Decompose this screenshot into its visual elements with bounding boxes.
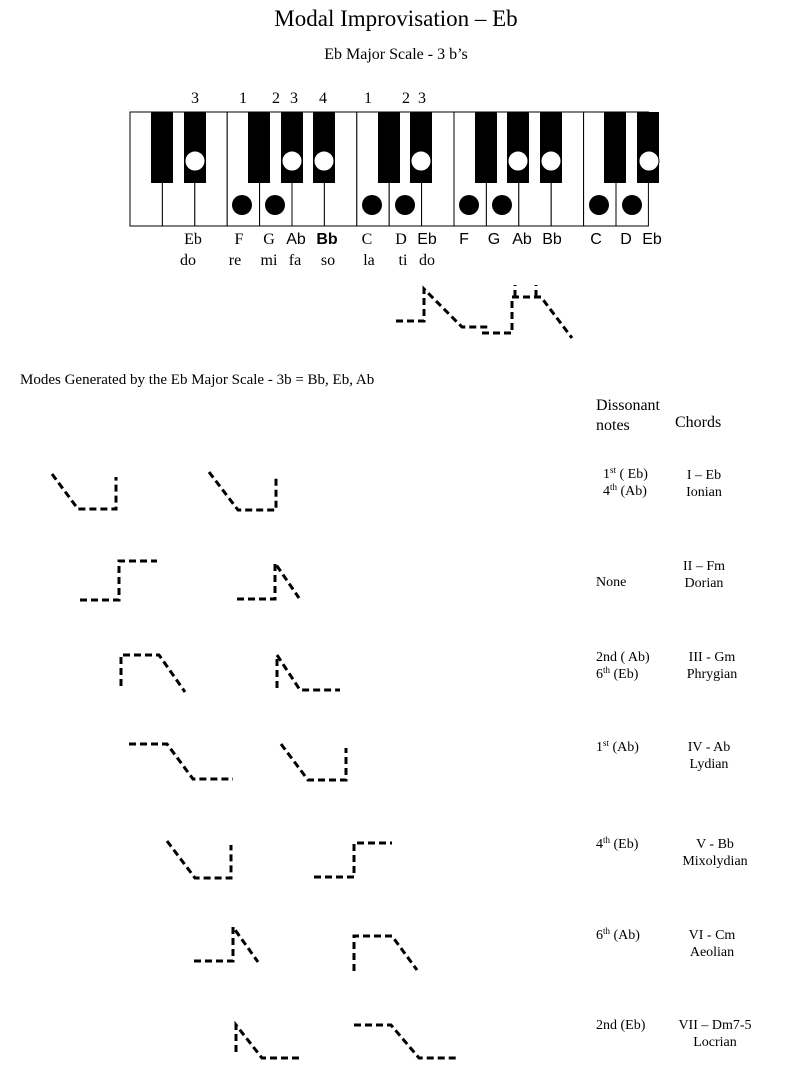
- black-key: [637, 112, 659, 183]
- mode-name: Ionian: [686, 485, 722, 500]
- note-label: F: [459, 231, 469, 248]
- dissonant-notes-lydian: [596, 739, 639, 756]
- scale-note-dot: [541, 151, 561, 171]
- mode-contour-right: [281, 744, 346, 780]
- chord-mixolydian: [660, 836, 770, 870]
- mode-contours: [52, 472, 458, 1058]
- chord-label: IV - Ab: [687, 740, 731, 755]
- scale-note-dot: [639, 151, 659, 171]
- chord-label: III - Gm: [688, 650, 736, 665]
- note-label: C: [590, 231, 602, 248]
- note-label: Eb: [417, 231, 437, 248]
- dissonant-note: 6th (Ab): [596, 926, 640, 943]
- note-label: D: [395, 231, 407, 248]
- dissonant-note: 4th (Ab): [603, 482, 647, 499]
- solfege-label: mi: [260, 252, 278, 269]
- mode-contour-right: [237, 563, 299, 599]
- dissonant-notes-header: Dissonant notes: [596, 397, 660, 434]
- note-label: C: [361, 231, 373, 248]
- note-label: Bb: [316, 231, 338, 248]
- dissonant-note: 6th (Eb): [596, 665, 639, 682]
- mode-name: Phrygian: [686, 667, 738, 682]
- note-label: Bb: [542, 231, 562, 248]
- note-label: Ab: [286, 231, 306, 248]
- dissonant-notes-dorian: [596, 574, 626, 591]
- note-label: G: [263, 231, 275, 248]
- note-label: F: [234, 231, 244, 248]
- finger-number: 2: [402, 90, 410, 107]
- dissonant-note: 4th (Eb): [596, 835, 639, 852]
- black-key: [151, 112, 173, 183]
- scale-note-dot: [622, 195, 642, 215]
- chord-dorian: [649, 558, 759, 592]
- note-label: G: [487, 231, 501, 248]
- black-key: [604, 112, 626, 183]
- scale-note-dot: [282, 151, 302, 171]
- mode-contour-left: [52, 474, 116, 509]
- finger-number: 3: [191, 90, 199, 107]
- solfege-label: do: [419, 252, 435, 269]
- dissonant-notes-aeolian: [596, 927, 640, 944]
- black-key: [507, 112, 529, 183]
- mode-name: Lydian: [689, 757, 729, 772]
- solfege-label: fa: [288, 252, 302, 269]
- chord-aeolian: [657, 927, 767, 961]
- black-key: [281, 112, 303, 183]
- finger-number: 2: [272, 90, 280, 107]
- finger-number: 4: [319, 90, 327, 107]
- black-key: [378, 112, 400, 183]
- dissonant-note: 1st ( Eb): [603, 465, 648, 482]
- mode-name: Mixolydian: [682, 854, 748, 869]
- scale-note-dot: [232, 195, 252, 215]
- finger-number: 1: [364, 90, 372, 107]
- mode-contour-left: [80, 561, 157, 600]
- scale-note-dot: [459, 195, 479, 215]
- solfege-label: re: [228, 252, 242, 269]
- scale-note-dot: [314, 151, 334, 171]
- scale-note-dot: [492, 195, 512, 215]
- dissonant-notes-locrian: [596, 1017, 645, 1034]
- solfege-label: so: [320, 252, 336, 269]
- chord-locrian: [660, 1017, 770, 1051]
- mode-contour-left: [121, 655, 185, 692]
- scale-note-dot: [185, 151, 205, 171]
- note-label: Eb: [184, 231, 202, 248]
- chord-label: V - Bb: [696, 837, 734, 852]
- finger-number: 3: [290, 90, 298, 107]
- mode-name: Dorian: [684, 576, 724, 591]
- chord-label: II – Fm: [683, 559, 725, 574]
- dissonant-note: None: [596, 575, 627, 590]
- mode-contour-left: [236, 1025, 302, 1058]
- dissonant-note: 2nd (Eb): [596, 1018, 646, 1033]
- mode-contour-right: [314, 843, 392, 877]
- mode-contour-right: [277, 655, 340, 690]
- finger-number: 1: [239, 90, 247, 107]
- mode-contour-right: [354, 936, 417, 971]
- black-key: [410, 112, 432, 183]
- finger-number: 3: [418, 90, 426, 107]
- chord-label: I – Eb: [686, 468, 722, 483]
- solfege-label: la: [363, 252, 375, 269]
- note-label: Eb: [642, 231, 662, 248]
- scale-note-dot: [395, 195, 415, 215]
- dissonant-note: 2nd ( Ab): [596, 650, 650, 665]
- black-key: [540, 112, 562, 183]
- mode-name: Locrian: [693, 1035, 737, 1050]
- dissonant-note: 1st (Ab): [596, 738, 639, 755]
- scale-note-dot: [265, 195, 285, 215]
- scale-note-dot: [411, 151, 431, 171]
- scale-note-dot: [589, 195, 609, 215]
- dissonant-notes-phrygian: [596, 649, 650, 683]
- mode-contour-left: [167, 841, 231, 878]
- solfege-label: do: [180, 252, 196, 269]
- chord-label: VI - Cm: [688, 928, 736, 943]
- black-key: [313, 112, 335, 183]
- chord-label: VII – Dm7-5: [678, 1018, 752, 1033]
- note-label: Ab: [512, 231, 532, 248]
- dissonant-notes-ionian: [603, 466, 648, 500]
- mode-contour-left: [129, 744, 233, 779]
- black-key: [248, 112, 270, 183]
- modes-heading: Modes Generated by the Eb Major Scale - 3b = Bb, Eb, Ab: [20, 372, 375, 388]
- chord-lydian: [654, 739, 764, 773]
- dissonant-notes-mixolydian: [596, 836, 638, 853]
- page-subtitle: Eb Major Scale - 3 b’s: [324, 46, 468, 63]
- black-key: [184, 112, 206, 183]
- mode-name: Aeolian: [689, 945, 735, 960]
- scale-note-dot: [508, 151, 528, 171]
- mode-contour-right: [209, 472, 276, 510]
- scale-note-dot: [362, 195, 382, 215]
- solfege-label: ti: [398, 252, 408, 269]
- scale-contour: [396, 285, 572, 338]
- chords-header: Chords: [675, 414, 722, 431]
- chord-phrygian: [657, 649, 767, 683]
- page-title: Modal Improvisation – Eb: [274, 6, 518, 31]
- mode-contour-right: [354, 1025, 458, 1058]
- black-key: [475, 112, 497, 183]
- note-label: D: [620, 231, 632, 248]
- chord-ionian: [649, 467, 759, 501]
- mode-contour-left: [194, 927, 258, 962]
